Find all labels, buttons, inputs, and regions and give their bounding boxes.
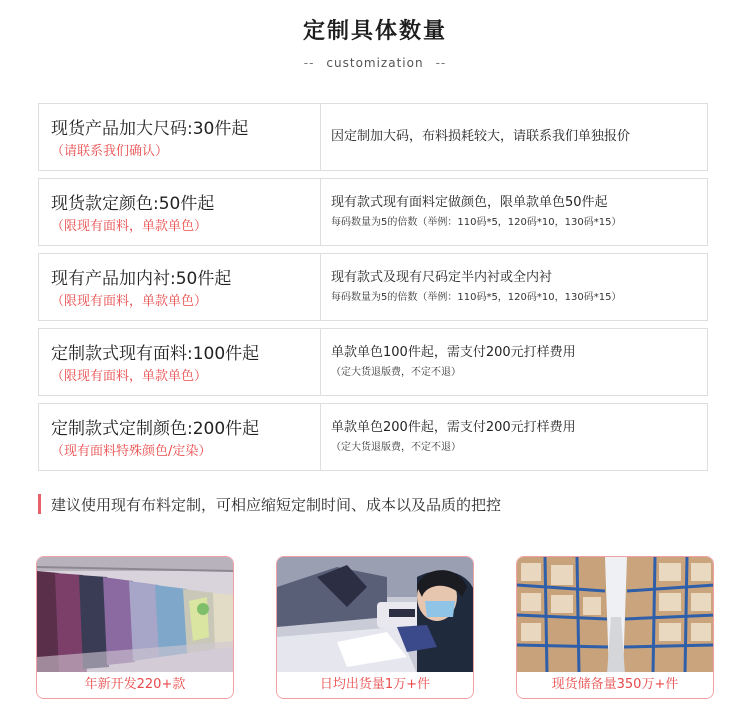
row-label-cell bbox=[39, 104, 321, 170]
table-row bbox=[38, 253, 708, 321]
row-note: （限现有面料，单款单色） bbox=[51, 369, 208, 384]
feature-cards bbox=[36, 556, 714, 701]
row-note: （限现有面料，单款单色） bbox=[51, 294, 208, 309]
feature-card bbox=[516, 556, 714, 699]
table-row bbox=[38, 328, 708, 396]
row-name: 现货产品加大尺码:30件起 bbox=[51, 119, 249, 139]
table-row bbox=[38, 178, 708, 246]
card-caption: 现货储备量350万+件 bbox=[517, 672, 713, 698]
subtitle-dash-right: -- bbox=[435, 56, 447, 70]
subtitle-text: customization bbox=[326, 56, 424, 70]
card-caption: 日均出货量1万+件 bbox=[277, 672, 473, 698]
row-desc-cell bbox=[331, 254, 703, 320]
subtitle-dash-left: -- bbox=[303, 56, 315, 70]
feature-card bbox=[36, 556, 234, 699]
row-desc: 因定制加大码，布料损耗较大，请联系我们单独报价 bbox=[331, 129, 631, 144]
tip-text: 建议使用现有布料定制，可相应缩短定制时间、成本以及品质的把控 bbox=[51, 495, 502, 514]
table-row bbox=[38, 103, 708, 171]
tip-accent-bar bbox=[38, 494, 41, 514]
row-note: （请联系我们确认） bbox=[51, 144, 169, 159]
row-desc: 现有款式及现有尺码定半内衬或全内衬 bbox=[331, 270, 553, 285]
row-note: （限现有面料，单款单色） bbox=[51, 219, 208, 234]
row-name: 现有产品加内衬:50件起 bbox=[51, 269, 232, 289]
row-sub: 每码数量为5的倍数（举例：110码*5，120码*10，130码*15） bbox=[331, 292, 622, 303]
row-desc-cell bbox=[331, 104, 703, 170]
card-caption: 年新开发220+款 bbox=[37, 672, 233, 698]
table-row bbox=[38, 403, 708, 471]
row-name: 现货款定颜色:50件起 bbox=[51, 194, 215, 214]
row-label-cell bbox=[39, 179, 321, 245]
row-sub: 每码数量为5的倍数（举例：110码*5，120码*10，130码*15） bbox=[331, 217, 622, 228]
row-desc-cell bbox=[331, 329, 703, 395]
row-name: 定制款式定制颜色:200件起 bbox=[51, 419, 260, 439]
feature-card bbox=[276, 556, 474, 699]
sewing-worker-photo bbox=[277, 557, 473, 674]
row-label-cell bbox=[39, 329, 321, 395]
page-title: 定制具体数量 bbox=[302, 19, 447, 44]
page-subtitle bbox=[0, 56, 750, 70]
row-desc: 单款单色100件起，需支付200元打样费用 bbox=[331, 345, 576, 360]
row-label-cell bbox=[39, 254, 321, 320]
row-note: （现有面料特殊颜色/定染） bbox=[51, 444, 212, 459]
row-sub: （定大货退版费，不定不退） bbox=[331, 367, 461, 378]
row-desc-cell bbox=[331, 404, 703, 470]
row-label-cell bbox=[39, 404, 321, 470]
row-sub: （定大货退版费，不定不退） bbox=[331, 442, 461, 453]
clothing-rack-photo bbox=[37, 557, 233, 674]
quantity-table bbox=[38, 103, 708, 478]
row-desc: 现有款式现有面料定做颜色，限单款单色50件起 bbox=[331, 195, 608, 210]
row-name: 定制款式现有面料:100件起 bbox=[51, 344, 260, 364]
warehouse-shelves-photo bbox=[517, 557, 713, 674]
recommendation-tip bbox=[38, 493, 501, 515]
row-desc: 单款单色200件起，需支付200元打样费用 bbox=[331, 420, 576, 435]
row-desc-cell bbox=[331, 179, 703, 245]
